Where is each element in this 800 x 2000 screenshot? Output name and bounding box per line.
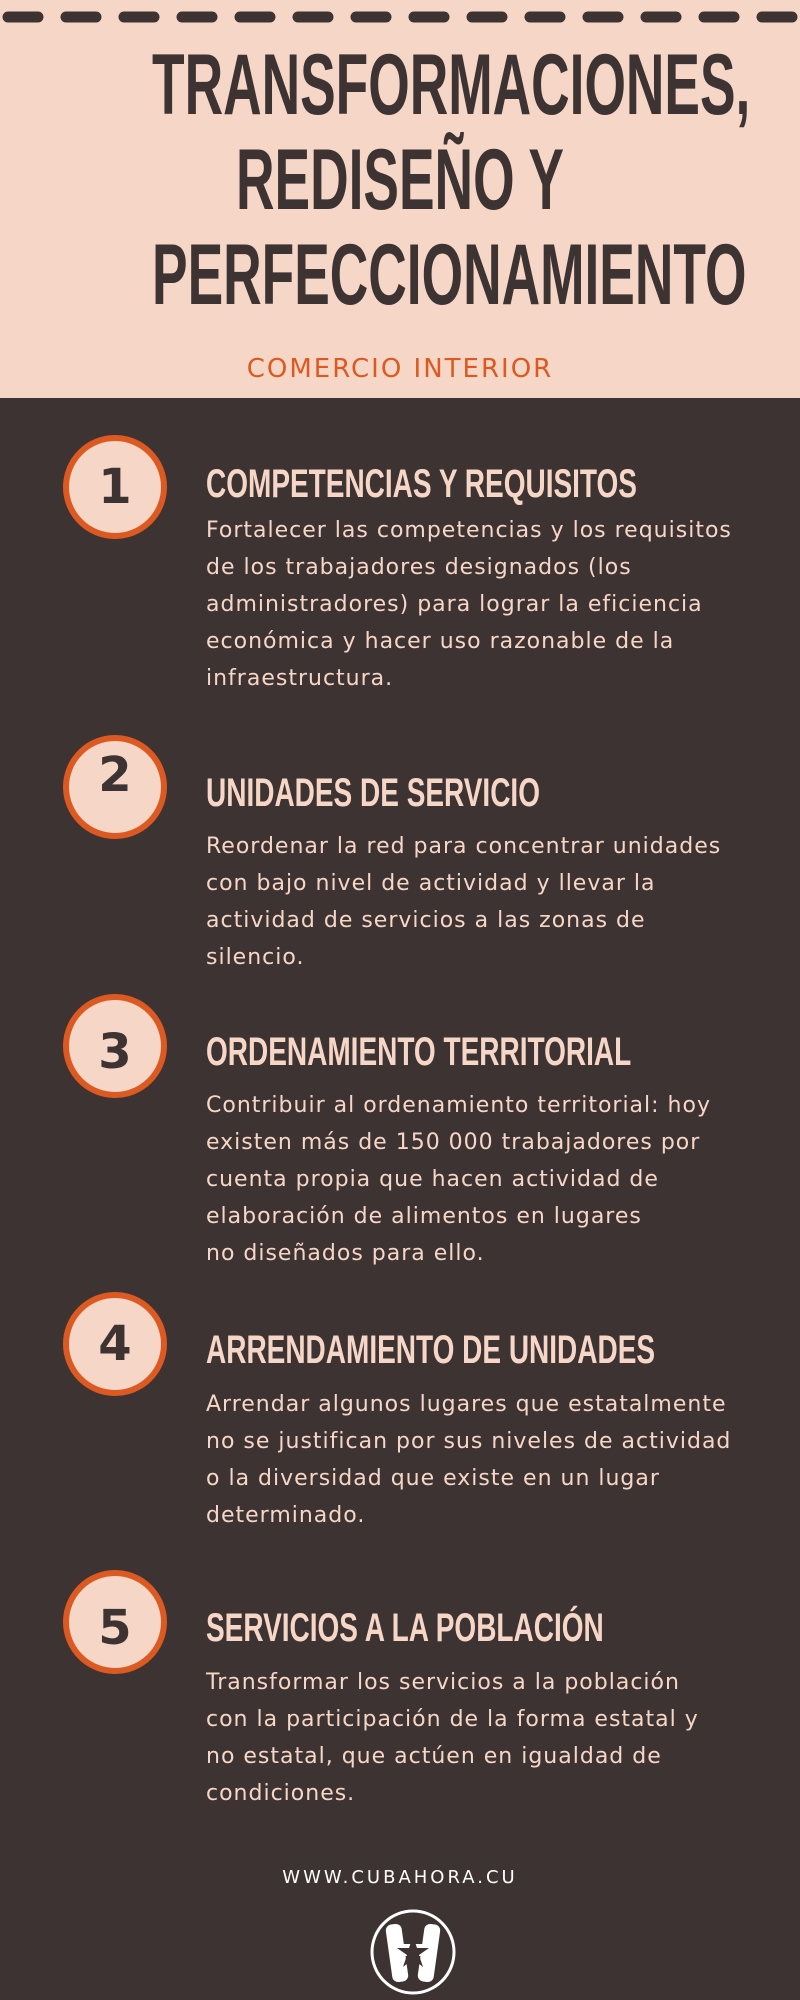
title-line-1: TRANSFORMACIONES, (152, 37, 751, 133)
item-description (206, 1664, 796, 1812)
number-badge-5 (63, 1570, 167, 1674)
description-line: Transformar los servicios a la población (206, 1670, 680, 1695)
description-line: existen más de 150 000 trabajadores por (206, 1130, 701, 1155)
badge-number: 4 (98, 1316, 132, 1372)
item-description (206, 1087, 796, 1272)
description-line: condiciones. (206, 1781, 356, 1806)
item-heading: SERVICIOS A LA POBLACIÓN (206, 1606, 604, 1650)
description-line: cuenta propia que hacen actividad de (206, 1167, 659, 1192)
item-heading: COMPETENCIAS Y REQUISITOS (206, 462, 637, 506)
description-line: no estatal, que actúen en igualdad de (206, 1744, 662, 1769)
description-line: económica y hacer uso razonable de la (206, 629, 675, 654)
badge-number: 3 (98, 1024, 132, 1080)
description-line: silencio. (206, 945, 305, 970)
footer-url-link[interactable]: WWW.CUBAHORA.CU (282, 1867, 518, 1888)
item-heading: ORDENAMIENTO TERRITORIAL (206, 1030, 632, 1074)
description-line: Reordenar la red para concentrar unidades (206, 834, 722, 859)
page-subtitle: COMERCIO INTERIOR (246, 354, 554, 384)
number-badge-1 (63, 435, 167, 539)
item-description (206, 512, 796, 697)
description-line: Arrendar algunos lugares que estatalmente (206, 1392, 727, 1417)
description-line: con la participación de la forma estatal y (206, 1707, 699, 1732)
description-line: de los trabajadores designados (los (206, 555, 632, 580)
description-line: no diseñados para ello. (206, 1241, 485, 1266)
dashed-border-decoration (0, 11, 800, 23)
description-line: o la diversidad que existe en un lugar (206, 1466, 660, 1491)
header-banner (0, 0, 800, 398)
description-line: Fortalecer las competencias y los requisitos (206, 518, 732, 543)
item-description (206, 828, 796, 976)
title-line-2: REDISEÑO Y (236, 132, 564, 228)
number-badge-3 (63, 994, 167, 1098)
cubahora-logo-icon (369, 1908, 457, 1996)
description-line: Contribuir al ordenamiento territorial: hoy (206, 1093, 711, 1118)
item-heading: UNIDADES DE SERVICIO (206, 771, 540, 815)
number-badge-2 (63, 735, 167, 839)
item-heading: ARRENDAMIENTO DE UNIDADES (206, 1328, 656, 1372)
page-title (0, 38, 800, 323)
description-line: infraestructura. (206, 666, 394, 691)
description-line: determinado. (206, 1503, 366, 1528)
badge-number: 5 (98, 1600, 132, 1656)
item-description (206, 1386, 796, 1534)
description-line: administradores) para lograr la eficiencia (206, 592, 703, 617)
description-line: no se justifican por sus niveles de actividad (206, 1429, 732, 1454)
description-line: actividad de servicios a las zonas de (206, 908, 646, 933)
badge-number: 1 (98, 459, 132, 515)
description-line: con bajo nivel de actividad y llevar la (206, 871, 656, 896)
title-line-3: PERFECCIONAMIENTO (152, 227, 747, 323)
number-badge-4 (63, 1292, 167, 1396)
badge-number: 2 (98, 747, 132, 803)
description-line: elaboración de alimentos en lugares (206, 1204, 642, 1229)
